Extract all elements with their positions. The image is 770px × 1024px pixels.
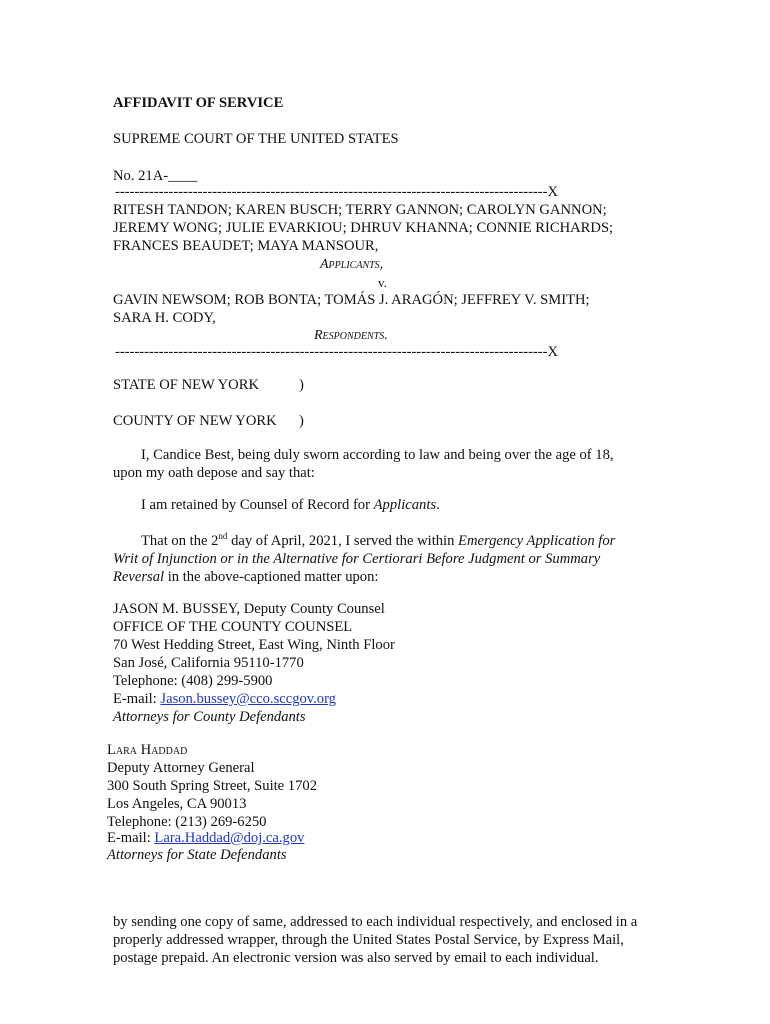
recipient-2-title: Deputy Attorney General: [107, 760, 255, 776]
recipient-2-email-link[interactable]: Lara.Haddad@doj.ca.gov: [154, 830, 305, 846]
recipient-1-address-2: San José, California 95110-1770: [113, 655, 304, 671]
paragraph-3-application-title-3: Reversal: [113, 569, 165, 585]
recipient-1-address-1: 70 West Hedding Street, East Wing, Ninth Floor: [113, 637, 395, 653]
paragraph-3-line-1: [141, 532, 615, 550]
respondents-label: Respondents.: [314, 328, 388, 343]
versus-label: v.: [378, 275, 387, 290]
court-name: SUPREME COURT OF THE UNITED STATES: [113, 131, 399, 147]
recipient-1-email-line: [113, 690, 336, 708]
recipient-2-address-2: Los Angeles, CA 90013: [107, 796, 247, 812]
applicants-line-3: FRANCES BEAUDET; MAYA MANSOUR,: [113, 238, 379, 254]
paragraph-3-application-title-1: Emergency Application for: [458, 533, 616, 549]
applicants-label: Applicants,: [320, 257, 384, 272]
document-title: AFFIDAVIT OF SERVICE: [113, 95, 284, 111]
applicants-line-1: RITESH TANDON; KAREN BUSCH; TERRY GANNON; CAROLYN GANNON;: [113, 202, 607, 218]
venue-county: COUNTY OF NEW YORK: [113, 413, 277, 429]
closing-line-2: properly addressed wrapper, through the United States Postal Service, by Express Mail,: [113, 932, 624, 948]
paragraph-3-ordinal: nd: [218, 531, 228, 541]
recipient-1-role: Attorneys for County Defendants: [113, 709, 306, 725]
recipient-2-email-line: [107, 829, 304, 847]
paragraph-1-line-1: I, Candice Best, being duly sworn according to law and being over the age of 18,: [141, 447, 614, 463]
recipient-1-name: JASON M. BUSSEY, Deputy County Counsel: [113, 601, 385, 617]
recipient-2-name: Lara Haddad: [107, 742, 188, 758]
paragraph-3-prefix: That on the 2: [141, 533, 219, 549]
recipient-1-office: OFFICE OF THE COUNTY COUNSEL: [113, 619, 353, 635]
closing-line-3: postage prepaid. An electronic version was also served by email to each individual.: [113, 950, 599, 966]
closing-line-1: by sending one copy of same, addressed to each individual respectively, and enclosed in a: [113, 914, 638, 930]
respondents-line-1: GAVIN NEWSOM; ROB BONTA; TOMÁS J. ARAGÓN; JEFFREY V. SMITH;: [113, 292, 590, 308]
paragraph-1-line-2: upon my oath depose and say that:: [113, 465, 315, 481]
recipient-1-telephone: Telephone: (408) 299-5900: [113, 673, 273, 689]
recipient-2-role: Attorneys for State Defendants: [107, 847, 287, 863]
paragraph-3-middle: day of April, 2021, I served the within: [227, 533, 459, 549]
applicants-line-2: JEREMY WONG; JULIE EVARKIOU; DHRUV KHANNA; CONNIE RICHARDS;: [113, 220, 614, 236]
recipient-1-email-label: E-mail:: [113, 691, 161, 707]
paragraph-2: [141, 496, 440, 514]
recipient-2-email-label: E-mail:: [107, 830, 155, 846]
caption-separator-top: -----------------------------------------------------------------------------------------X: [115, 184, 559, 200]
paragraph-2-period: .: [436, 497, 440, 513]
venue-county-paren: ): [299, 413, 304, 429]
recipient-2-address-1: 300 South Spring Street, Suite 1702: [107, 778, 317, 794]
recipient-2-telephone: Telephone: (213) 269-6250: [107, 814, 267, 830]
caption-separator-bottom: -----------------------------------------------------------------------------------------X: [115, 344, 559, 360]
paragraph-3-end: in the above-captioned matter upon:: [164, 569, 379, 585]
paragraph-2-applicants: Applicants: [373, 497, 437, 513]
paragraph-3-application-title-2: Writ of Injunction or in the Alternative for Certiorari Before Judgment or Summary: [113, 551, 601, 567]
respondents-line-2: SARA H. CODY,: [113, 310, 216, 326]
venue-state: STATE OF NEW YORK: [113, 377, 259, 393]
paragraph-3-line-3: [113, 568, 378, 586]
recipient-1-email-link[interactable]: Jason.bussey@cco.sccgov.org: [160, 691, 336, 707]
venue-state-paren: ): [299, 377, 304, 393]
case-number: No. 21A-____: [113, 168, 198, 184]
paragraph-2-text: I am retained by Counsel of Record for: [141, 497, 374, 513]
